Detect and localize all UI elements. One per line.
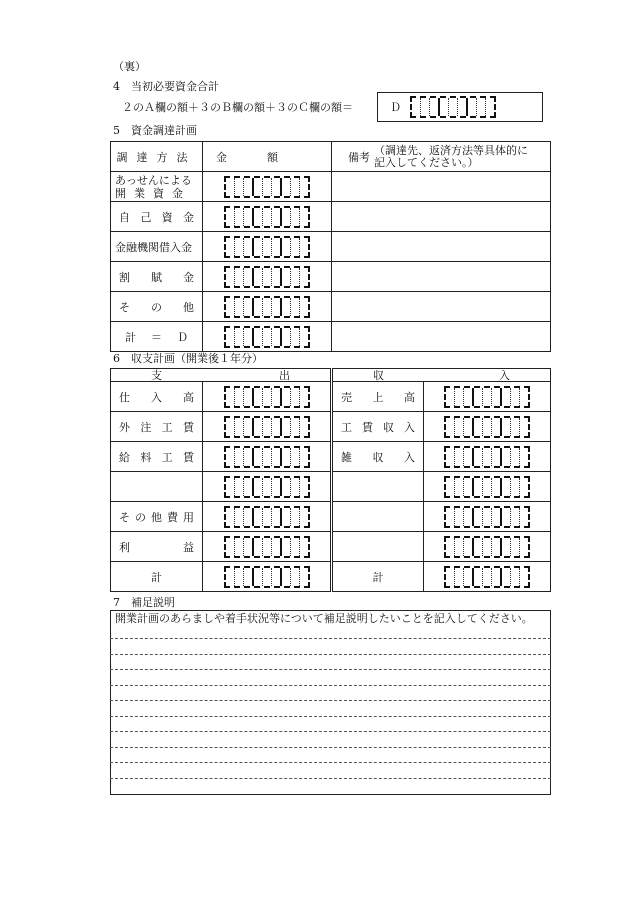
ie-row <box>111 532 551 562</box>
section-5-heading: 5 資金調達計画 <box>113 124 197 137</box>
expense-amount-cell[interactable] <box>203 382 332 412</box>
expense-amount-cell[interactable] <box>203 532 332 562</box>
ie-row <box>111 442 551 472</box>
section-4-formula: ２のＡ欄の額＋３のＢ欄の額＋３のＣ欄の額＝ <box>122 101 353 114</box>
income-amount-cell[interactable] <box>424 412 551 442</box>
funding-amount-cell[interactable] <box>203 322 332 352</box>
funding-row-label <box>111 322 203 352</box>
funding-remarks-cell[interactable] <box>332 262 551 292</box>
funding-remarks-cell[interactable] <box>332 292 551 322</box>
spread-label: 支 出 <box>151 368 290 382</box>
expense-amount-cell[interactable] <box>203 502 332 532</box>
funding-row-label <box>111 292 203 322</box>
funding-remarks-cell[interactable] <box>332 202 551 232</box>
spread-label: 仕 入 高 <box>119 390 194 404</box>
funding-total-row <box>111 322 551 352</box>
total-d-box[interactable] <box>377 92 543 122</box>
spread-label: 給 料 工 賃 <box>119 450 194 464</box>
expense-amount-cell[interactable] <box>203 472 332 502</box>
income-amount-cell[interactable] <box>424 472 551 502</box>
writing-line <box>110 747 551 748</box>
funding-amount-cell[interactable] <box>203 232 332 262</box>
funding-row-label: 金融機関借入金 <box>111 232 203 262</box>
funding-remarks-cell[interactable] <box>332 322 551 352</box>
funding-row <box>111 262 551 292</box>
income-amount-cell[interactable] <box>424 532 551 562</box>
funding-header-row <box>111 142 551 172</box>
page-side-label: （裏） <box>113 60 146 73</box>
income-amount-cell[interactable] <box>424 562 551 592</box>
expense-label <box>111 382 203 412</box>
income-header <box>332 369 551 382</box>
funding-amount-cell[interactable] <box>203 202 332 232</box>
section-7-heading: 7 補足説明 <box>113 596 175 609</box>
income-total-label: 計 <box>332 562 424 592</box>
funding-row <box>111 172 551 202</box>
spread-label: 収 入 <box>373 368 510 382</box>
section-6-heading: 6 収支計画（開業後１年分） <box>113 352 263 365</box>
spread-label: そ の 他 費 用 <box>119 510 194 524</box>
total-d-letter: Ｄ <box>390 101 401 114</box>
writing-line <box>110 638 551 639</box>
expense-amount-cell[interactable] <box>203 442 332 472</box>
income-label[interactable] <box>332 502 424 532</box>
writing-line <box>110 762 551 763</box>
funding-amount-cell[interactable] <box>203 172 332 202</box>
spread-label: 利 益 <box>119 540 194 554</box>
ie-total-row <box>111 562 551 592</box>
funding-row-label <box>111 202 203 232</box>
funding-amount-cell[interactable] <box>203 262 332 292</box>
income-label <box>332 442 424 472</box>
income-amount-cell[interactable] <box>424 502 551 532</box>
funding-row <box>111 202 551 232</box>
writing-line <box>110 669 551 670</box>
ie-row <box>111 382 551 412</box>
expense-label <box>111 532 203 562</box>
expense-amount-cell[interactable] <box>203 562 332 592</box>
funding-row <box>111 232 551 262</box>
income-amount-cell[interactable] <box>424 442 551 472</box>
writing-line <box>110 685 551 686</box>
remarks-note: （調達先、返済方法等具体的に記入してください。） <box>374 143 528 169</box>
spread-label: 外 注 工 賃 <box>119 420 194 434</box>
funding-row-label <box>111 262 203 292</box>
ie-header-row <box>111 369 551 382</box>
ie-row <box>111 472 551 502</box>
writing-line <box>110 716 551 717</box>
income-label <box>332 412 424 442</box>
header-method: 調達方法 <box>111 142 203 172</box>
ie-row <box>111 412 551 442</box>
funding-row <box>111 292 551 322</box>
income-amount-cell[interactable] <box>424 382 551 412</box>
header-amount: 金額 <box>203 142 332 172</box>
expense-label <box>111 442 203 472</box>
spread-label: 雑 収 入 <box>341 450 415 464</box>
expense-amount-cell[interactable] <box>203 412 332 442</box>
spread-label: 売 上 高 <box>341 390 415 404</box>
spread-label: 計 ＝ Ｄ <box>125 330 188 344</box>
expense-total-label: 計 <box>111 562 203 592</box>
spread-label: 割 賦 金 <box>119 270 194 284</box>
spread-label: そ の 他 <box>119 300 194 314</box>
expense-label <box>111 412 203 442</box>
header-remarks <box>332 142 551 172</box>
spread-label: 工 賃 収 入 <box>341 420 415 434</box>
supplement-instruction: 開業計画のあらましや着手状況等について補足説明したいことを記入してください。 <box>115 612 533 625</box>
income-expense-table <box>110 368 551 592</box>
expense-label <box>111 502 203 532</box>
funding-plan-table <box>110 141 551 352</box>
writing-line <box>110 731 551 732</box>
ie-row <box>111 502 551 532</box>
writing-line <box>110 778 551 779</box>
funding-row-label: あっせんによる 開業資金 <box>111 172 203 202</box>
income-label[interactable] <box>332 472 424 502</box>
funding-amount-cell[interactable] <box>203 292 332 322</box>
funding-remarks-cell[interactable] <box>332 232 551 262</box>
total-d-digits <box>410 96 496 118</box>
income-label <box>332 382 424 412</box>
section-4-heading: 4 当初必要資金合計 <box>113 80 219 93</box>
remarks-title: 備考 <box>348 150 370 164</box>
expense-label[interactable] <box>111 472 203 502</box>
writing-line <box>110 654 551 655</box>
income-label[interactable] <box>332 532 424 562</box>
writing-line <box>110 700 551 701</box>
spread-label: 自 己 資 金 <box>119 210 194 224</box>
expense-header <box>111 369 332 382</box>
funding-remarks-cell[interactable] <box>332 172 551 202</box>
